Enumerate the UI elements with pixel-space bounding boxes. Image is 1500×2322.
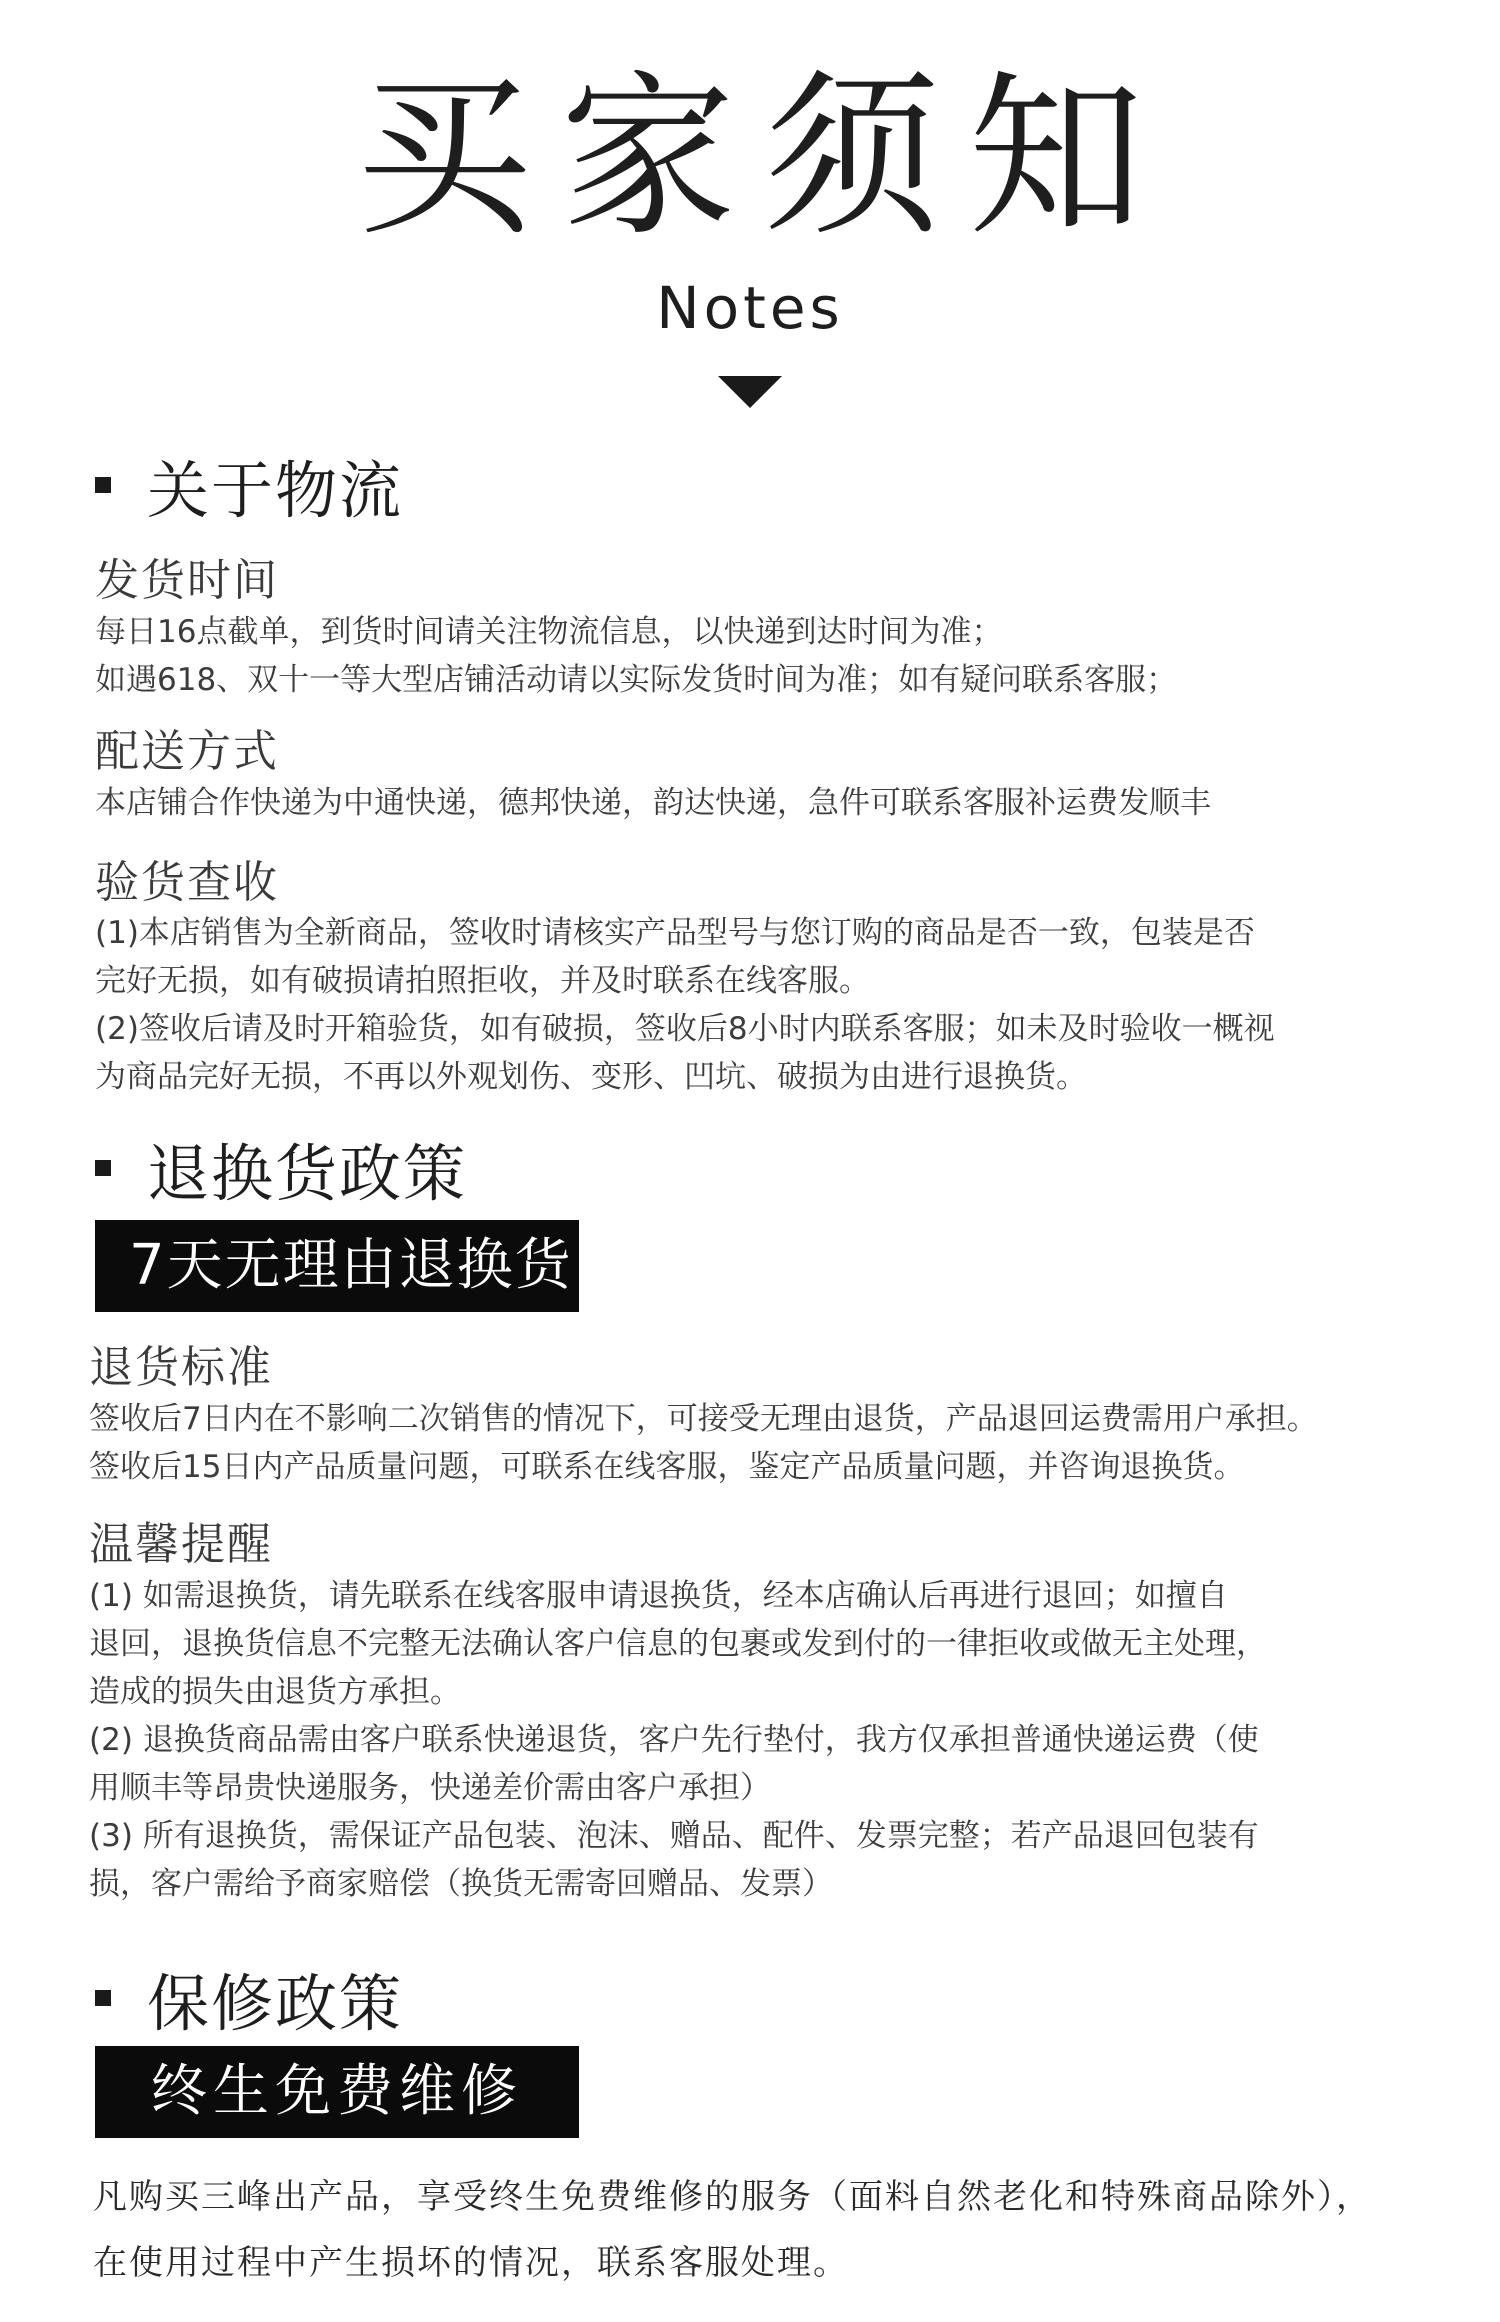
page-subtitle: Notes	[656, 274, 844, 342]
shipping-time-heading: 发货时间	[95, 555, 279, 606]
text-line: 凡购买三峰出产品，享受终生免费维修的服务（面料自然老化和特殊商品除外），	[93, 2177, 1372, 2217]
square-bullet-icon	[95, 477, 111, 493]
text-line: 完好无损，如有破损请拍照拒收，并及时联系在线客服。	[95, 963, 870, 1000]
text-line: 每日16点截单，到货时间请关注物流信息，以快递到达时间为准；	[95, 613, 1003, 650]
section-heading	[95, 445, 1455, 525]
text-line: (1)本店销售为全新商品，签收时请核实产品型号与您订购的商品是否一致，包装是否	[95, 915, 1255, 952]
text-line: 用顺丰等昂贵快递服务，快递差价需由客户承担）	[89, 1769, 771, 1806]
inspection-heading: 验货查收	[95, 856, 279, 908]
text-line: (2) 退换货商品需由客户联系快递退货，客户先行垫付，我方仅承担普通快递运费（使	[89, 1721, 1259, 1758]
logistics-section	[95, 445, 1455, 1101]
inspection-text	[95, 909, 1455, 1101]
text-line: 造成的损失由退货方承担。	[89, 1673, 461, 1710]
text-line: 签收后7日内在不影响二次销售的情况下，可接受无理由退货，产品退回运费需用户承担。	[89, 1400, 1318, 1437]
section-title-warranty: 保修政策	[147, 1966, 404, 2040]
section-title-returns: 退换货政策	[147, 1136, 468, 1210]
square-bullet-icon	[95, 1160, 111, 1176]
text-line: 如遇618、双十一等大型店铺活动请以实际发货时间为准；如有疑问联系客服；	[95, 661, 1178, 698]
reminder-heading: 温馨提醒	[89, 1518, 273, 1570]
reminder-text	[89, 1572, 1455, 1908]
warranty-badge: 终生免费维修	[95, 2046, 579, 2138]
text-line: (1) 如需退换货，请先联系在线客服申请退换货，经本店确认后再进行退回；如擅自	[89, 1577, 1228, 1614]
delivery-text	[95, 779, 1455, 827]
text-line: 在使用过程中产生损坏的情况，联系客服处理。	[93, 2243, 849, 2283]
page-header	[0, 55, 1500, 408]
section-title-logistics: 关于物流	[147, 453, 404, 527]
shipping-time-text	[95, 608, 1455, 704]
warranty-text	[93, 2164, 1455, 2296]
text-line: (2)签收后请及时开箱验货，如有破损，签收后8小时内联系客服；如未及时验收一概视	[95, 1011, 1275, 1048]
text-line: 为商品完好无损，不再以外观划伤、变形、凹坑、破损为由进行退换货。	[95, 1059, 1087, 1096]
section-heading	[95, 1958, 1455, 2038]
reminder-block	[89, 1519, 1455, 1908]
shipping-time-block	[95, 555, 1455, 704]
text-line: 损，客户需给予商家赔偿（换货无需寄回赠品、发票）	[89, 1865, 833, 1902]
page-title: 买家须知	[355, 55, 1172, 260]
arrow-down-icon	[718, 376, 782, 408]
text-line: 本店铺合作快递为中通快递，德邦快递，韵达快递，急件可联系客服补运费发顺丰	[95, 784, 1211, 821]
return-standard-block	[89, 1342, 1455, 1491]
return-standard-heading: 退货标准	[89, 1342, 273, 1393]
square-bullet-icon	[95, 1990, 111, 2006]
text-line: 退回，退换货信息不完整无法确认客户信息的包裹或发到付的一律拒收或做无主处理，	[89, 1625, 1267, 1662]
inspection-block	[95, 857, 1455, 1102]
delivery-block	[95, 726, 1455, 827]
text-line: 签收后15日内产品质量问题，可联系在线客服，鉴定产品质量问题，并咨询退换货。	[89, 1448, 1245, 1485]
section-heading	[95, 1128, 1455, 1208]
delivery-heading: 配送方式	[95, 725, 279, 777]
returns-section	[89, 1128, 1455, 1908]
returns-badge: 7天无理由退换货	[95, 1220, 579, 1312]
return-standard-text	[89, 1395, 1455, 1491]
warranty-section	[95, 1958, 1455, 2296]
text-line: (3) 所有退换货，需保证产品包装、泡沫、赠品、配件、发票完整；若产品退回包装有	[89, 1817, 1259, 1854]
